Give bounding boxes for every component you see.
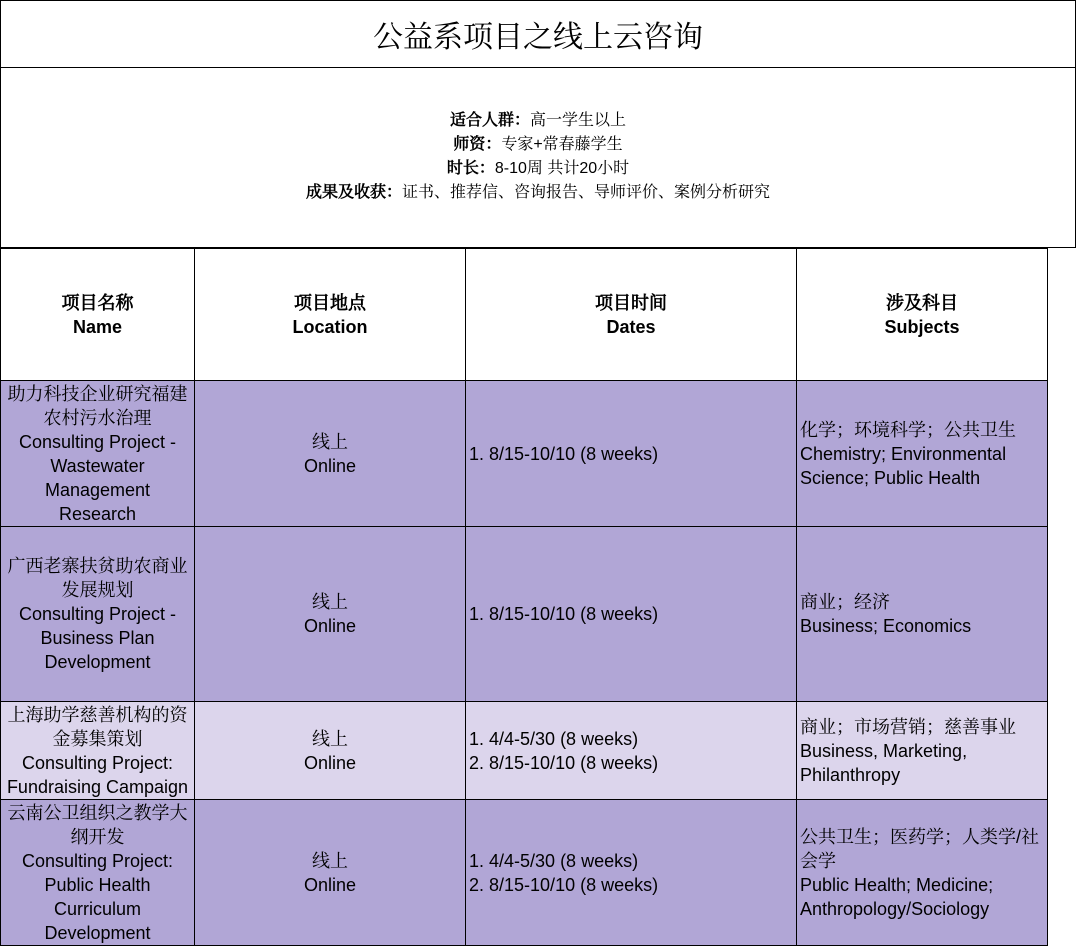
header-dates[interactable]: 项目时间 Dates xyxy=(466,249,797,381)
table-row xyxy=(1,800,1048,946)
cell-name[interactable]: 广西老寨扶贫助农商业发展规划 Consulting Project - Business Plan Development xyxy=(1,527,195,702)
duration-value: 8-10周 共计20小时 xyxy=(494,160,630,177)
cell-subjects[interactable]: 商业；市场营销；慈善事业 Business, Marketing, Philanthropy xyxy=(797,702,1048,800)
table-header-row xyxy=(1,249,1048,381)
cell-dates[interactable]: 1. 8/15-10/10 (8 weeks) xyxy=(466,381,797,527)
cell-dates[interactable]: 1. 4/4-5/30 (8 weeks) 2. 8/15-10/10 (8 weeks) xyxy=(466,702,797,800)
header-location[interactable]: 项目地点 Location xyxy=(195,249,466,381)
faculty-line: 师资：专家+常春藤学生 xyxy=(453,136,623,153)
table-row xyxy=(1,381,1048,527)
cell-location[interactable]: 线上 Online xyxy=(195,527,466,702)
project-table xyxy=(0,248,1048,946)
header-name[interactable]: 项目名称 Name xyxy=(1,249,195,381)
duration-label: 时长 xyxy=(446,160,479,177)
cell-dates[interactable]: 1. 4/4-5/30 (8 weeks) 2. 8/15-10/10 (8 weeks) xyxy=(466,800,797,946)
audience-line: 适合人群：高一学生以上 xyxy=(449,112,627,129)
header-subjects[interactable]: 涉及科目 Subjects xyxy=(797,249,1048,381)
outcome-value: 证书、推荐信、咨询报告、导师评价、案例分析研究 xyxy=(402,184,771,201)
outcome-line: 成果及收获：证书、推荐信、咨询报告、导师评价、案例分析研究 xyxy=(305,184,771,201)
faculty-value: 专家+常春藤学生 xyxy=(501,136,623,153)
duration-line: 时长：8-10周 共计20小时 xyxy=(446,160,630,177)
cell-name[interactable]: 上海助学慈善机构的资金募集策划 Consulting Project: Fundraising Campaign xyxy=(1,702,195,800)
table-row xyxy=(1,527,1048,702)
page-title: 公益系项目之线上云咨询 xyxy=(0,0,1076,68)
outcome-label: 成果及收获 xyxy=(305,184,386,201)
audience-value: 高一学生以上 xyxy=(530,112,627,129)
cell-subjects[interactable]: 商业；经济 Business; Economics xyxy=(797,527,1048,702)
cell-subjects[interactable]: 公共卫生；医药学；人类学/社会学 Public Health; Medicine; Anthropology/Sociology xyxy=(797,800,1048,946)
cell-dates[interactable]: 1. 8/15-10/10 (8 weeks) xyxy=(466,527,797,702)
info-block xyxy=(0,67,1076,248)
audience-label: 适合人群 xyxy=(449,112,514,129)
cell-location[interactable]: 线上 Online xyxy=(195,381,466,527)
cell-name[interactable]: 助力科技企业研究福建农村污水治理 Consulting Project - Wastewater Management Research xyxy=(1,381,195,527)
cell-name[interactable]: 云南公卫组织之教学大纲开发 Consulting Project: Public Health Curriculum Development xyxy=(1,800,195,946)
cell-location[interactable]: 线上 Online xyxy=(195,702,466,800)
cell-location[interactable]: 线上 Online xyxy=(195,800,466,946)
table-row xyxy=(1,702,1048,800)
faculty-label: 师资 xyxy=(453,136,486,153)
cell-subjects[interactable]: 化学；环境科学；公共卫生 Chemistry; Environmental Science; Public Health xyxy=(797,381,1048,527)
